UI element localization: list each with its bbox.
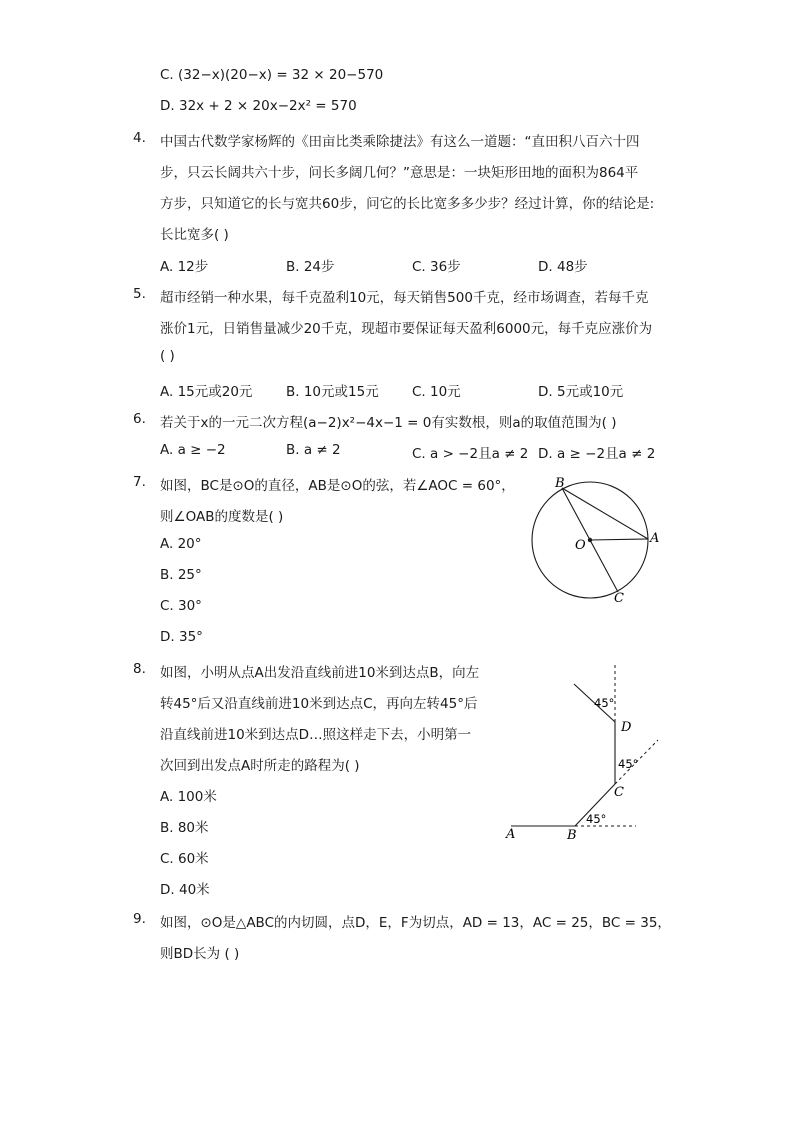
q7-option-d: D. 35°	[160, 629, 203, 645]
q8-option-d: D. 40米	[160, 882, 210, 898]
q5-option-b: B. 10元或15元	[286, 384, 379, 400]
q6-number: 6.	[133, 411, 146, 427]
q4-line-1: 中国古代数学家杨辉的《田亩比类乘除捷法》有这么一道题：“直田积八百六十四	[160, 134, 640, 150]
q7-option-a: A. 20°	[160, 536, 202, 552]
q8-angle-label-c: 45°	[618, 757, 639, 771]
q4-option-b: B. 24步	[286, 259, 335, 275]
q9-number: 9.	[133, 911, 146, 927]
q4-option-c: C. 36步	[412, 259, 461, 275]
q8-label-a: A	[506, 827, 516, 842]
q8-line-3: 沿直线前进10米到达点D…照这样走下去，小明第一	[160, 727, 472, 743]
q4-option-d: D. 48步	[538, 259, 588, 275]
q8-path-figure	[500, 660, 670, 845]
q9-line-2: 则BD长为 ( )	[160, 946, 240, 962]
q6-option-a: A. a ≥ −2	[160, 442, 226, 458]
q7-option-b: B. 25°	[160, 567, 202, 583]
q8-line-2: 转45°后又沿直线前进10米到达点C，再向左转45°后	[160, 696, 478, 712]
q4-line-3: 方步，只知道它的长与宽共60步，问它的长比宽多多少步？经过计算，你的结论是:	[160, 196, 655, 212]
q7-chord-ab	[562, 488, 648, 539]
q7-label-a: A	[650, 531, 660, 546]
q6-line: 若关于x的一元二次方程(a−2)x²−4x−1 = 0有实数根，则a的取值范围为( )	[160, 415, 617, 431]
q7-label-c: C	[614, 591, 624, 606]
q7-line-2: 则∠OAB的度数是( )	[160, 509, 284, 525]
q5-line-3: ( )	[160, 348, 175, 364]
q3-option-d: D. 32x + 2 × 20x−2x² = 570	[160, 98, 357, 114]
q5-option-c: C. 10元	[412, 384, 461, 400]
q8-label-d: D	[621, 720, 632, 735]
q8-option-a: A. 100米	[160, 789, 217, 805]
q4-option-a: A. 12步	[160, 259, 209, 275]
q8-line-4: 次回到出发点A时所走的路程为( )	[160, 758, 360, 774]
q7-line-1: 如图，BC是⊙O的直径，AB是⊙O的弦，若∠AOC = 60°，	[160, 478, 515, 494]
q8-line-1: 如图，小明从点A出发沿直线前进10米到达点B，向左	[160, 665, 480, 681]
q7-circle-figure	[520, 470, 670, 610]
q7-label-b: B	[555, 476, 565, 491]
q5-line-1: 超市经销一种水果，每千克盈利10元，每天销售500千克，经市场调查，若每千克	[160, 290, 649, 306]
q8-label-c: C	[614, 785, 624, 800]
q6-option-d: D. a ≥ −2且a ≠ 2	[538, 446, 656, 462]
q7-option-c: C. 30°	[160, 598, 202, 614]
q4-number: 4.	[133, 130, 146, 146]
q7-radius-oa	[590, 539, 648, 540]
q8-angle-label-b: 45°	[586, 812, 607, 826]
q6-option-b: B. a ≠ 2	[286, 442, 341, 458]
q9-line-1: 如图，⊙O是△ABC的内切圆，点D，E，F为切点，AD = 13，AC = 25，BC = 35，	[160, 915, 671, 931]
q8-option-b: B. 80米	[160, 820, 209, 836]
q5-option-d: D. 5元或10元	[538, 384, 624, 400]
q8-label-b: B	[567, 828, 577, 843]
q7-number: 7.	[133, 474, 146, 490]
q5-line-2: 涨价1元，日销售量减少20千克，现超市要保证每天盈利6000元，每千克应涨价为	[160, 321, 653, 337]
q3-option-c: C. (32−x)(20−x) = 32 × 20−570	[160, 67, 384, 83]
q4-line-2: 步，只云长阔共六十步，问长多阔几何？”意思是：一块矩形田地的面积为864平	[160, 165, 639, 181]
q5-option-a: A. 15元或20元	[160, 384, 253, 400]
q7-center-dot	[588, 538, 592, 542]
q5-number: 5.	[133, 286, 146, 302]
q8-angle-label-d: 45°	[594, 696, 615, 710]
q8-option-c: C. 60米	[160, 851, 209, 867]
q7-label-o: O	[575, 538, 586, 553]
q4-line-4: 长比宽多( )	[160, 227, 229, 243]
q8-number: 8.	[133, 661, 146, 677]
q6-option-c: C. a > −2且a ≠ 2	[412, 446, 529, 462]
